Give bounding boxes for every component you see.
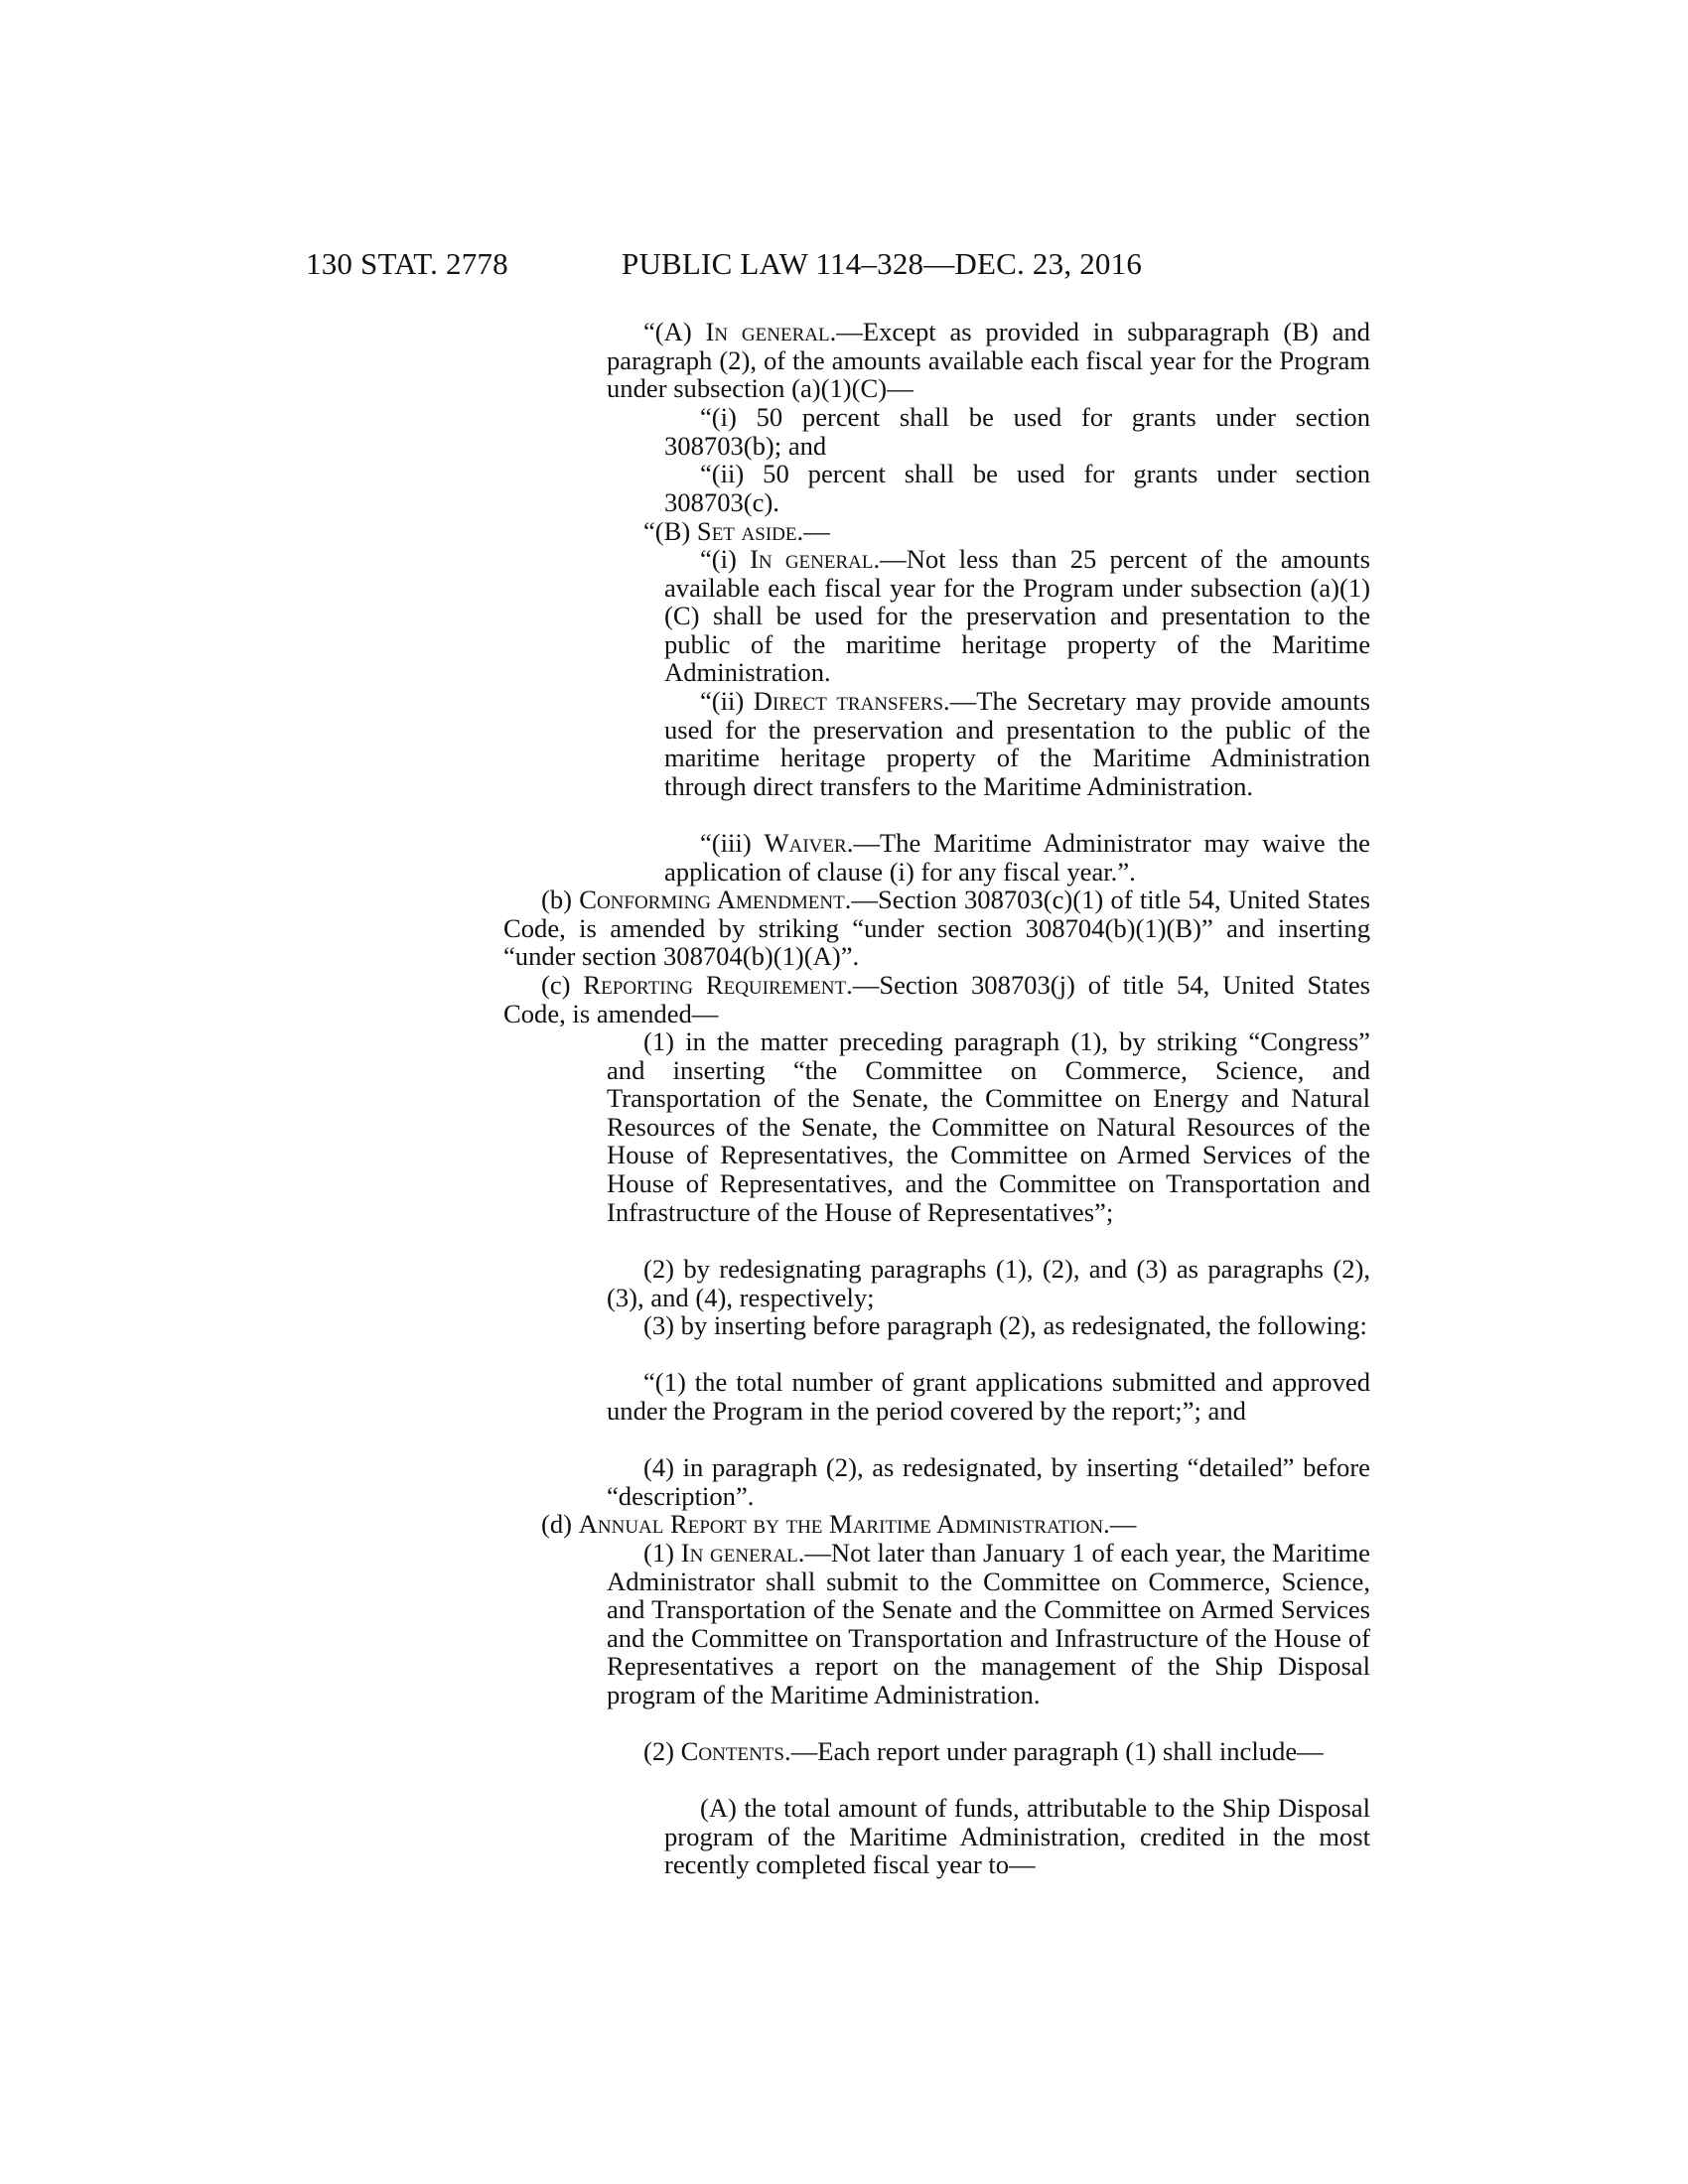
clause-ii-direct-transfers: “(ii) Direct transfers.—The Secretary may provide amounts used for the preservation and presentation to the public of the maritime heritage property of the Maritime Administration through direct transfers to the Maritime Administration. <box>664 686 1370 801</box>
running-header: PUBLIC LAW 114–328—DEC. 23, 2016 <box>622 246 1143 281</box>
heading-reporting-requirement: Reporting Requirement <box>583 970 847 1000</box>
heading-in-general: In general <box>680 1538 798 1568</box>
heading-contents: Contents <box>680 1736 784 1766</box>
paragraph-2-contents: (2) Contents.—Each report under paragraph (1) shall include— <box>643 1736 1324 1766</box>
inserted-paragraph-1-grant-applications: “(1) the total number of grant applications submitted and approved under the Program in the period covered by the report;”; and <box>607 1367 1370 1426</box>
heading-annual-report: Annual Report by the Maritime Administration <box>578 1509 1104 1539</box>
heading-in-general: In general <box>750 544 874 574</box>
heading-set-aside: Set aside <box>696 516 797 546</box>
paragraph-1-striking-congress: (1) in the matter preceding paragraph (1), by striking “Congress” and inserting “the Committee on Commerce, Science, and Transportation of the Senate, the Committee on Energy and Natural Resources of the Senate, the Committee on Natural Resources of the House of Representatives, the Committee on Armed Services of the House of Representatives, and the Committee on Transportation and Infrastructure of the House of Representatives”; <box>607 1026 1370 1227</box>
paragraph-B-set-aside: “(B) Set aside.— <box>643 516 830 546</box>
clause-ii-50-percent-c: “(ii) 50 percent shall be used for grants under section 308703(c). <box>664 459 1370 517</box>
paragraph-4-detailed: (4) in paragraph (2), as redesignated, by inserting “detailed” before “description”. <box>607 1452 1370 1511</box>
clause-i-in-general: “(i) In general.—Not less than 25 percent of the amounts available each fiscal year for the Program under subsection (a)(1)(C) shall be used for the preservation and presentation to the public of the maritime heritage property of the Maritime Administration. <box>664 544 1370 688</box>
subsection-b-conforming-amendment: (b) Conforming Amendment.—Section 308703(c)(1) of title 54, United States Code, is amended by striking “under section 308704(b)(1)(B)” and inserting “under section 308704(b)(1)(A)”. <box>503 885 1370 972</box>
heading-conforming-amendment: Conforming Amendment <box>579 885 845 914</box>
page-stat-citation: 130 STAT. 2778 <box>306 246 508 281</box>
subsection-c-reporting-requirement: (c) Reporting Requirement.—Section 308703(j) of title 54, United States Code, is amended— <box>503 970 1370 1028</box>
paragraph-2-redesignating: (2) by redesignating paragraphs (1), (2), and (3) as paragraphs (2), (3), and (4), respectively; <box>607 1254 1370 1312</box>
clause-iii-waiver: “(iii) Waiver.—The Maritime Administrator may waive the application of clause (i) for any fiscal year.”. <box>664 828 1370 887</box>
subsection-d-annual-report: (d) Annual Report by the Maritime Administration.— <box>541 1509 1137 1539</box>
subparagraph-A-total-funds: (A) the total amount of funds, attributable to the Ship Disposal program of the Maritime Administration, credited in the most recently completed fiscal year to— <box>664 1793 1370 1880</box>
clause-i-50-percent-b: “(i) 50 percent shall be used for grants under section 308703(b); and <box>664 402 1370 461</box>
heading-waiver: Waiver <box>764 828 847 858</box>
paragraph-A-in-general: “(A) In general.—Except as provided in subparagraph (B) and paragraph (2), of the amounts available each fiscal year for the Program under subsection (a)(1)(C)— <box>607 317 1370 404</box>
heading-direct-transfers: Direct transfers <box>753 686 944 716</box>
heading-in-general: In general <box>705 317 830 346</box>
paragraph-1-in-general: (1) In general.—Not later than January 1 of each year, the Maritime Administrator shall submit to the Committee on Commerce, Science, and Transportation of the Senate and the Committee on Armed Services and the Committee on Transportation and Infrastructure of the House of Representatives a report on the management of the Ship Disposal program of the Maritime Administration. <box>607 1538 1370 1709</box>
paragraph-3-inserting: (3) by inserting before paragraph (2), as redesignated, the following: <box>643 1310 1367 1340</box>
